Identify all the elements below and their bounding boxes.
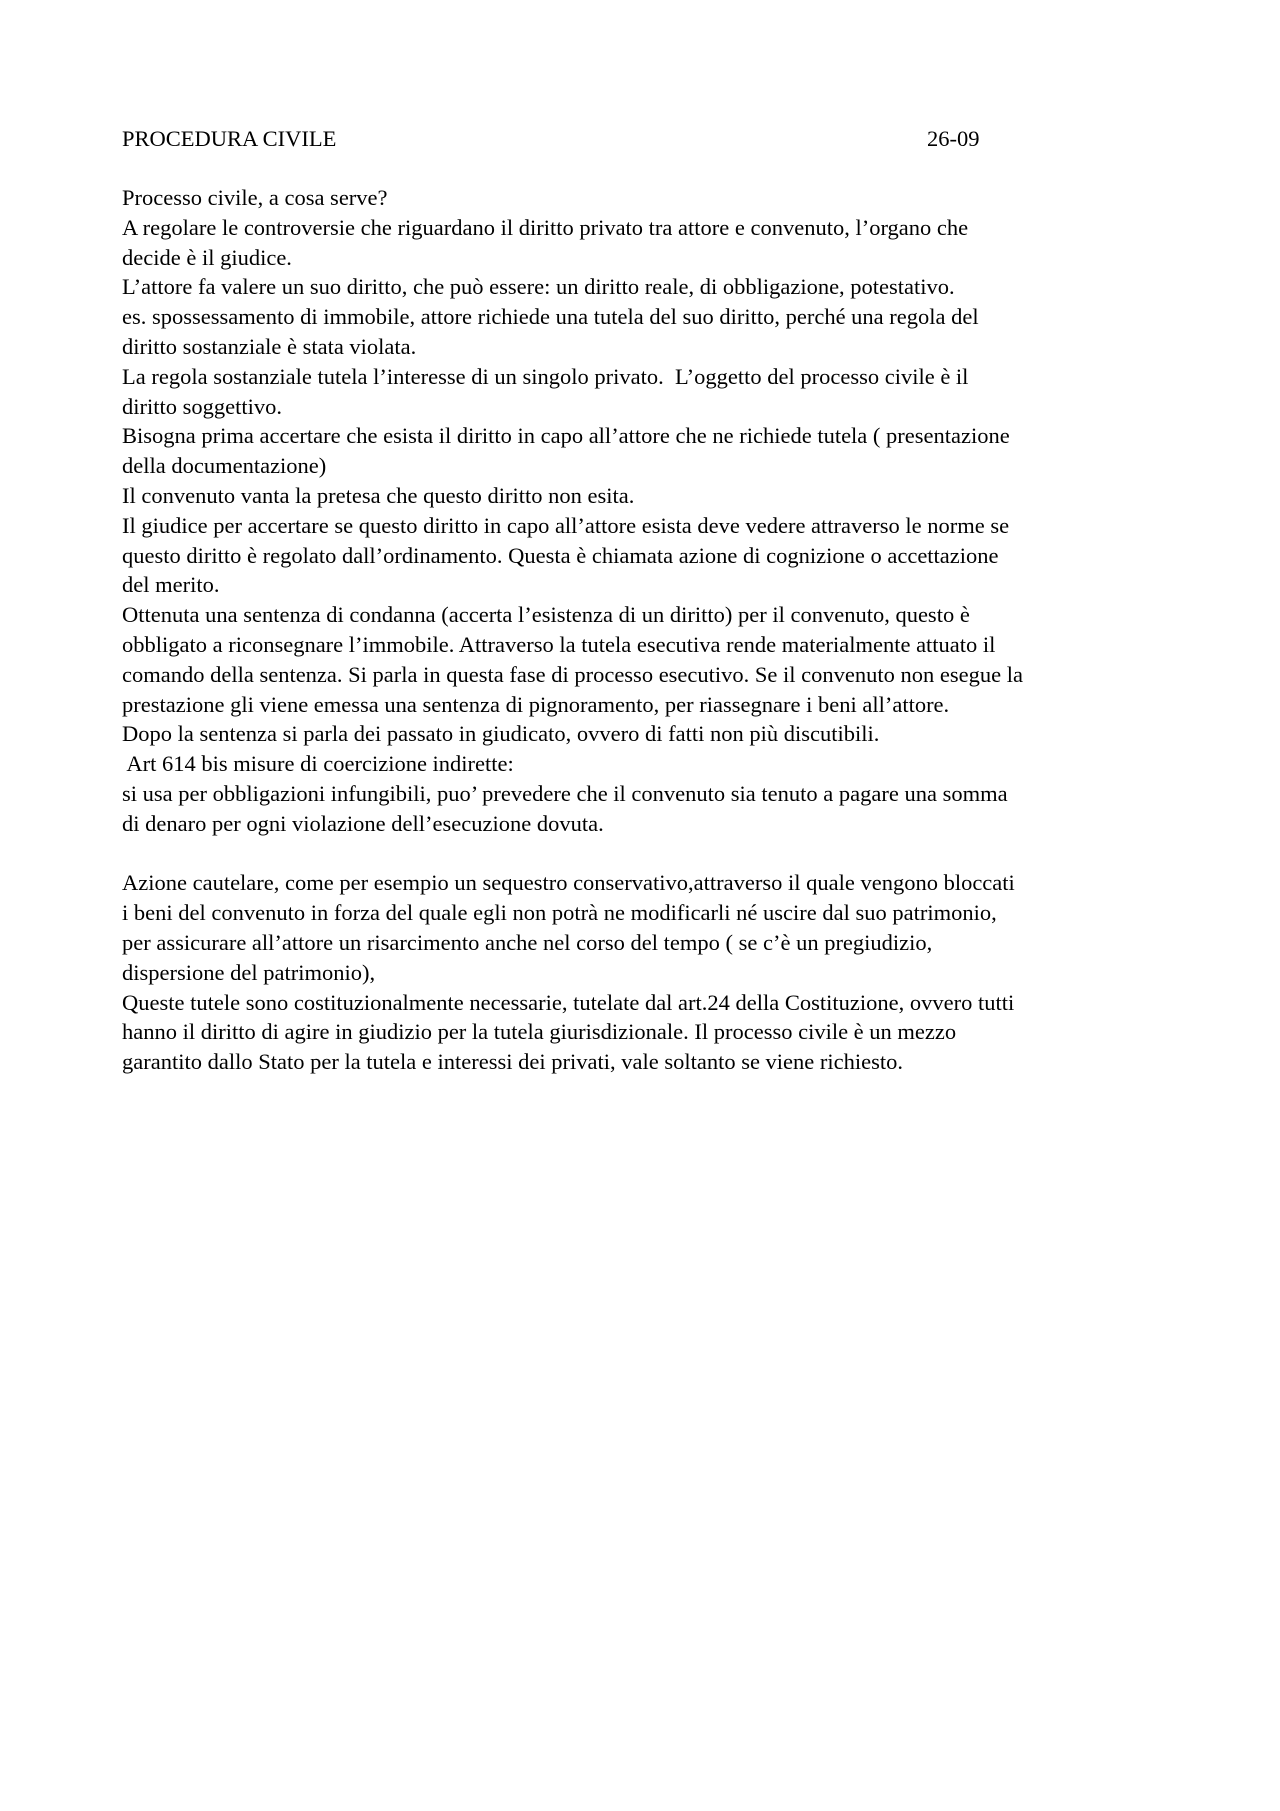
text-line: hanno il diritto di agire in giudizio per la tutela giurisdizionale. Il processo civile è un mezzo <box>122 1019 957 1045</box>
text-line: Azione cautelare, come per esempio un sequestro conservativo,attraverso il quale vengono bloccati <box>122 870 1015 896</box>
document-title: PROCEDURA CIVILE <box>122 126 337 151</box>
document-header <box>122 124 1162 154</box>
text-line: La regola sostanziale tutela l’interesse di un singolo privato. L’oggetto del processo civile è il <box>122 363 969 389</box>
text-line: per assicurare all’attore un risarcimento anche nel corso del tempo ( se c’è un pregiudizio, <box>122 929 933 955</box>
text-line: del merito. <box>122 572 220 598</box>
text-line: di denaro per ogni violazione dell’esecuzione dovuta. <box>122 810 604 836</box>
blank-line <box>122 839 1172 869</box>
text-line: es. spossessamento di immobile, attore richiede una tutela del suo diritto, perché una regola del <box>122 304 979 330</box>
text-line: diritto sostanziale è stata violata. <box>122 333 417 359</box>
text-line: A regolare le controversie che riguardano il diritto privato tra attore e convenuto, l’organo che <box>122 214 969 240</box>
text-line: comando della sentenza. Si parla in questa fase di processo esecutivo. Se il convenuto non esegue la <box>122 661 1023 687</box>
text-line: Queste tutele sono costituzionalmente necessarie, tutelate dal art.24 della Costituzione, ovvero tutti <box>122 989 1015 1015</box>
text-line: garantito dallo Stato per la tutela e interessi dei privati, vale soltanto se viene richiesto. <box>122 1049 904 1075</box>
text-line: i beni del convenuto in forza del quale egli non potrà ne modificarli né uscire dal suo patrimonio, <box>122 900 997 926</box>
text-line: decide è il giudice. <box>122 244 292 270</box>
text-line: della documentazione) <box>122 453 327 479</box>
text-line: Il giudice per accertare se questo diritto in capo all’attore esista deve vedere attraverso le norme se <box>122 512 1010 538</box>
text-line: Art 614 bis misure di coercizione indirette: <box>122 751 514 777</box>
text-line: questo diritto è regolato dall’ordinamento. Questa è chiamata azione di cognizione o accettazione <box>122 542 999 568</box>
text-line: Dopo la sentenza si parla dei passato in giudicato, ovvero di fatti non più discutibili. <box>122 721 880 747</box>
text-line: Ottenuta una sentenza di condanna (accerta l’esistenza di un diritto) per il convenuto, questo è <box>122 602 970 628</box>
text-line: prestazione gli viene emessa una sentenza di pignoramento, per riassegnare i beni all’attore. <box>122 691 950 717</box>
text-line: si usa per obbligazioni infungibili, puo’ prevedere che il convenuto sia tenuto a pagare una somma <box>122 780 1008 806</box>
text-line: diritto soggettivo. <box>122 393 282 419</box>
document-date: 26-09 <box>927 126 980 151</box>
text-line: Il convenuto vanta la pretesa che questo diritto non esita. <box>122 482 635 508</box>
text-line: Bisogna prima accertare che esista il diritto in capo all’attore che ne richiede tutela ( presentazione <box>122 423 1010 449</box>
text-line: Processo civile, a cosa serve? <box>122 185 388 210</box>
text-line: dispersione del patrimonio), <box>122 959 376 985</box>
text-line: L’attore fa valere un suo diritto, che può essere: un diritto reale, di obbligazione, potestativo. <box>122 274 955 300</box>
document-body <box>122 183 1172 1077</box>
text-line: obbligato a riconsegnare l’immobile. Attraverso la tutela esecutiva rende materialmente attuato il <box>122 631 996 657</box>
